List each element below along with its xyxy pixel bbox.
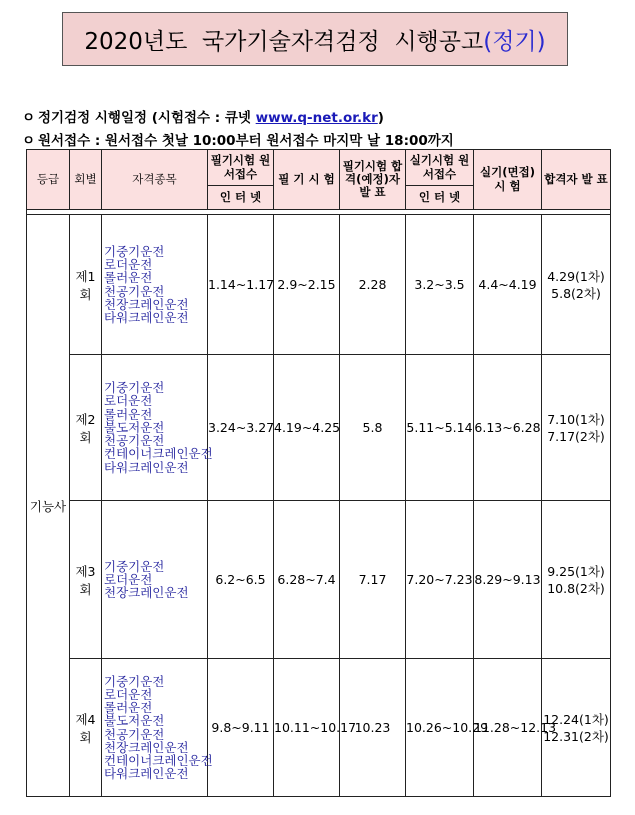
practical-apply-cell: 7.20~7.23 <box>406 501 474 659</box>
item-name: 기중기운전 <box>104 673 165 689</box>
written-result-cell: 5.8 <box>340 355 406 501</box>
written-exam-cell: 2.9~2.15 <box>274 215 340 355</box>
info-line2: 원서접수 : 원서접수 첫날 10:00부터 원서접수 마지막 날 18:00까지 <box>38 133 454 149</box>
practical-apply-cell: 10.26~10.29 <box>406 659 474 797</box>
info-schedule-line <box>22 106 384 126</box>
info-application-line <box>22 129 454 149</box>
final-result-cell <box>542 215 611 355</box>
result-second: 7.17(2차) <box>547 428 605 444</box>
item-name: 롤러운전 <box>104 700 153 716</box>
items-cell <box>102 659 213 797</box>
written-result-cell: 7.17 <box>340 501 406 659</box>
header-final-result: 합격자 발 표 <box>542 150 611 210</box>
items-cell <box>102 215 208 355</box>
header-grade: 등급 <box>27 150 70 210</box>
item-name: 컨테이너크레인운전 <box>104 752 213 768</box>
page-title <box>62 12 568 66</box>
item-name: 롤러운전 <box>104 270 153 286</box>
schedule-table <box>26 149 611 797</box>
result-first: 7.10(1차) <box>547 411 605 427</box>
written-apply-cell: 6.2~6.5 <box>208 501 274 659</box>
grade-cell: 기능사 <box>27 215 70 797</box>
result-second: 12.31(2차) <box>543 728 609 744</box>
item-name: 로더운전 <box>104 571 153 587</box>
item-name: 로더운전 <box>104 393 153 409</box>
round-cell: 제4회 <box>70 659 102 797</box>
bullet-icon: ㅇ <box>22 110 36 126</box>
bullet-icon: ㅇ <box>22 133 36 149</box>
practical-exam-cell: 11.28~12.13 <box>474 659 542 797</box>
header-items: 자격종목 <box>102 150 208 210</box>
result-first: 4.29(1차) <box>547 268 605 284</box>
result-first: 12.24(1차) <box>543 711 609 727</box>
header-internet-practical: 인 터 넷 <box>406 186 474 210</box>
header-row <box>27 150 611 186</box>
practical-exam-cell: 4.4~4.19 <box>474 215 542 355</box>
practical-apply-cell: 3.2~3.5 <box>406 215 474 355</box>
table-row <box>27 501 611 659</box>
header-written-apply: 필기시험 원서접수 <box>208 150 274 186</box>
item-name: 로더운전 <box>104 257 153 273</box>
written-result-cell: 10.23 <box>340 659 406 797</box>
item-name: 기중기운전 <box>104 558 165 574</box>
item-name: 기중기운전 <box>104 380 165 396</box>
practical-exam-cell: 6.13~6.28 <box>474 355 542 501</box>
header-round: 회별 <box>70 150 102 210</box>
final-result-cell <box>542 355 611 501</box>
round-cell: 제1회 <box>70 215 102 355</box>
item-name: 천장크레인운전 <box>104 739 189 755</box>
qnet-link[interactable]: www.q-net.or.kr <box>255 110 378 126</box>
item-name: 천공기운전 <box>104 433 165 449</box>
items-cell <box>102 501 208 659</box>
written-apply-cell: 1.14~1.17 <box>208 215 274 355</box>
header-practical-exam: 실기(면접) 시 험 <box>474 150 542 210</box>
item-name: 기중기운전 <box>104 243 165 259</box>
round-cell: 제3회 <box>70 501 102 659</box>
item-name: 천공기운전 <box>104 283 165 299</box>
item-name: 타워크레인운전 <box>104 459 189 475</box>
item-name: 불도저운전 <box>104 713 165 729</box>
written-result-cell: 2.28 <box>340 215 406 355</box>
info-line1-suffix: ) <box>377 110 384 126</box>
table-row <box>27 215 611 355</box>
written-exam-cell: 6.28~7.4 <box>274 501 340 659</box>
table-row <box>27 659 611 797</box>
item-name: 컨테이너크레인운전 <box>104 446 213 462</box>
item-name: 불도저운전 <box>104 419 165 435</box>
practical-apply-cell: 5.11~5.14 <box>406 355 474 501</box>
info-line1-prefix: 정기검정 시행일정 (시험접수 : 큐넷 <box>38 110 256 126</box>
items-cell <box>102 355 213 501</box>
written-exam-cell: 4.19~4.25 <box>274 355 340 501</box>
round-cell: 제2회 <box>70 355 102 501</box>
item-name: 타워크레인운전 <box>104 309 189 325</box>
table-row <box>27 355 611 501</box>
written-apply-cell: 3.24~3.27 <box>208 355 274 501</box>
title-accent: (정기) <box>483 28 546 55</box>
item-name: 로더운전 <box>104 686 153 702</box>
item-name: 천장크레인운전 <box>104 585 189 601</box>
result-second: 10.8(2차) <box>547 580 605 596</box>
practical-exam-cell: 8.29~9.13 <box>474 501 542 659</box>
header-internet-written: 인 터 넷 <box>208 186 274 210</box>
title-main: 2020년도 국가기술자격검정 시행공고 <box>84 28 484 55</box>
final-result-cell <box>542 659 611 797</box>
header-written-result: 필기시험 합격(예정)자 발 표 <box>340 150 406 210</box>
header-practical-apply: 실기시험 원서접수 <box>406 150 474 186</box>
result-first: 9.25(1차) <box>547 563 605 579</box>
item-name: 롤러운전 <box>104 406 153 422</box>
item-name: 타워크레인운전 <box>104 766 189 782</box>
item-name: 천장크레인운전 <box>104 296 189 312</box>
item-name: 천공기운전 <box>104 726 165 742</box>
written-exam-cell: 10.11~10.17 <box>274 659 340 797</box>
written-apply-cell: 9.8~9.11 <box>208 659 274 797</box>
header-written-exam: 필 기 시 험 <box>274 150 340 210</box>
result-second: 5.8(2차) <box>551 285 601 301</box>
final-result-cell <box>542 501 611 659</box>
